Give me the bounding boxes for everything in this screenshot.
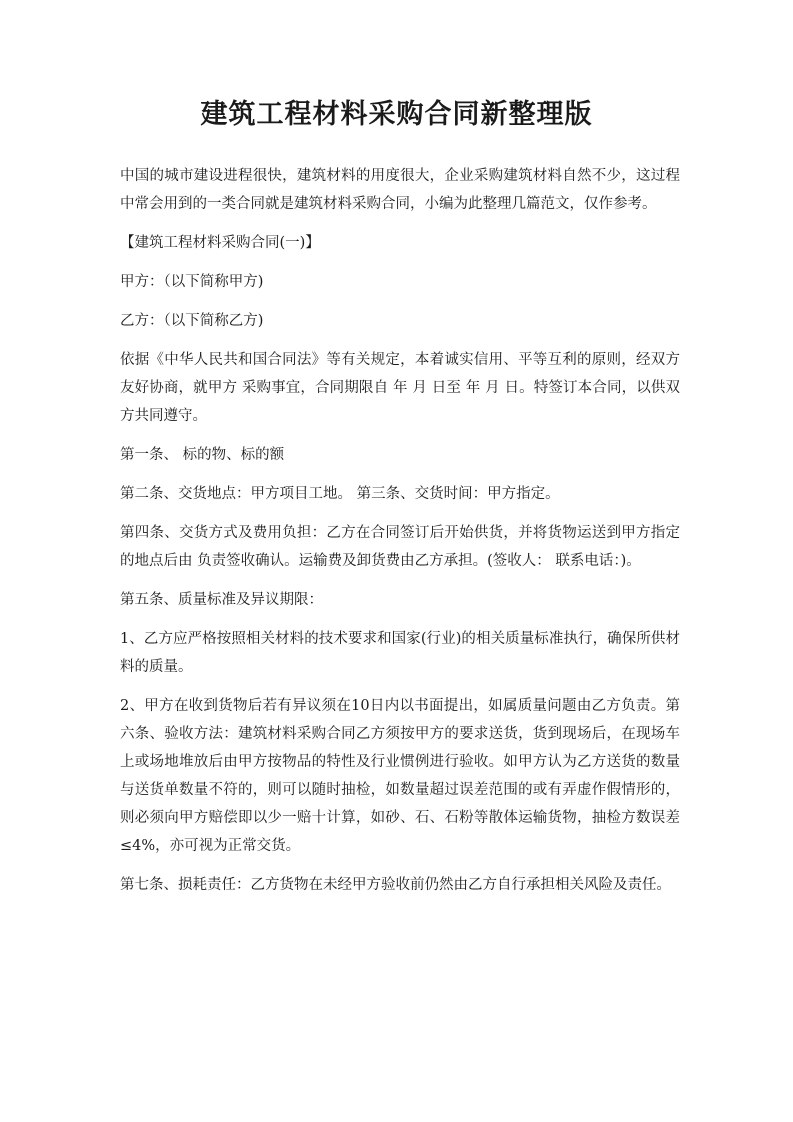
article-2-3: 第二条、交货地点：甲方项目工地。 第三条、交货时间：甲方指定。 [120,486,560,502]
party-b-line: 乙方：（以下简称乙方) [120,313,264,329]
article-5-clause-2-and-article-6: 2、甲方在收到货物后若有异议须在10日内以书面提出，如属质量问题由乙方负责。第六条、验收方法：建筑材料采购合同乙方须按甲方的要求送货，货到现场后，在现场车上或场地堆放后由甲方按物品的特性及行业惯例进行验收。如甲方认为乙方送货的数量与送货单数量不符的，则可以随时抽检，如数量超过误差范围的或有弄虚作假情形的，则必须向甲方赔偿即以少一赔十计算，如砂、石、石粉等散体运输货物，抽检方数误差≤4%，亦可视为正常交货。 [120,698,680,854]
article-5: 第五条、质量标准及异议期限： [120,592,323,608]
party-a-line: 甲方：（以下简称甲方) [120,274,264,290]
document-title: 建筑工程材料采购合同新整理版 [200,99,593,130]
document-body [120,162,680,910]
basis-paragraph: 依据《中华人民共和国合同法》等有关规定，本着诚实信用、平等互利的原则，经双方友好协商，就甲方 采购事宜，合同期限自 年 月 日至 年 月 日。特签订本合同，以供双方共同遵守。 [120,352,680,424]
article-5-clause-1: 1、乙方应严格按照相关材料的技术要求和国家(行业)的相关质量标准执行，确保所供材料的质量。 [120,631,680,675]
intro-paragraph: 中国的城市建设进程很快，建筑材料的用度很大，企业采购建筑材料自然不少，这过程中常会用到的一类合同就是建筑材料采购合同，小编为此整理几篇范文，仅作参考。 [120,168,680,212]
contract-heading: 【建筑工程材料采购合同(一)】 [120,235,320,251]
article-4: 第四条、交货方式及费用负担：乙方在合同签订后开始供货，并将货物运送到甲方指定的地点后由 负责签收确认。运输费及卸货费由乙方承担。(签收人： 联系电话：)。 [120,525,680,569]
article-1: 第一条、 标的物、标的额 [120,447,285,463]
article-7: 第七条、损耗责任：乙方货物在未经甲方验收前仍然由乙方自行承担相关风险及责任。 [120,877,671,893]
